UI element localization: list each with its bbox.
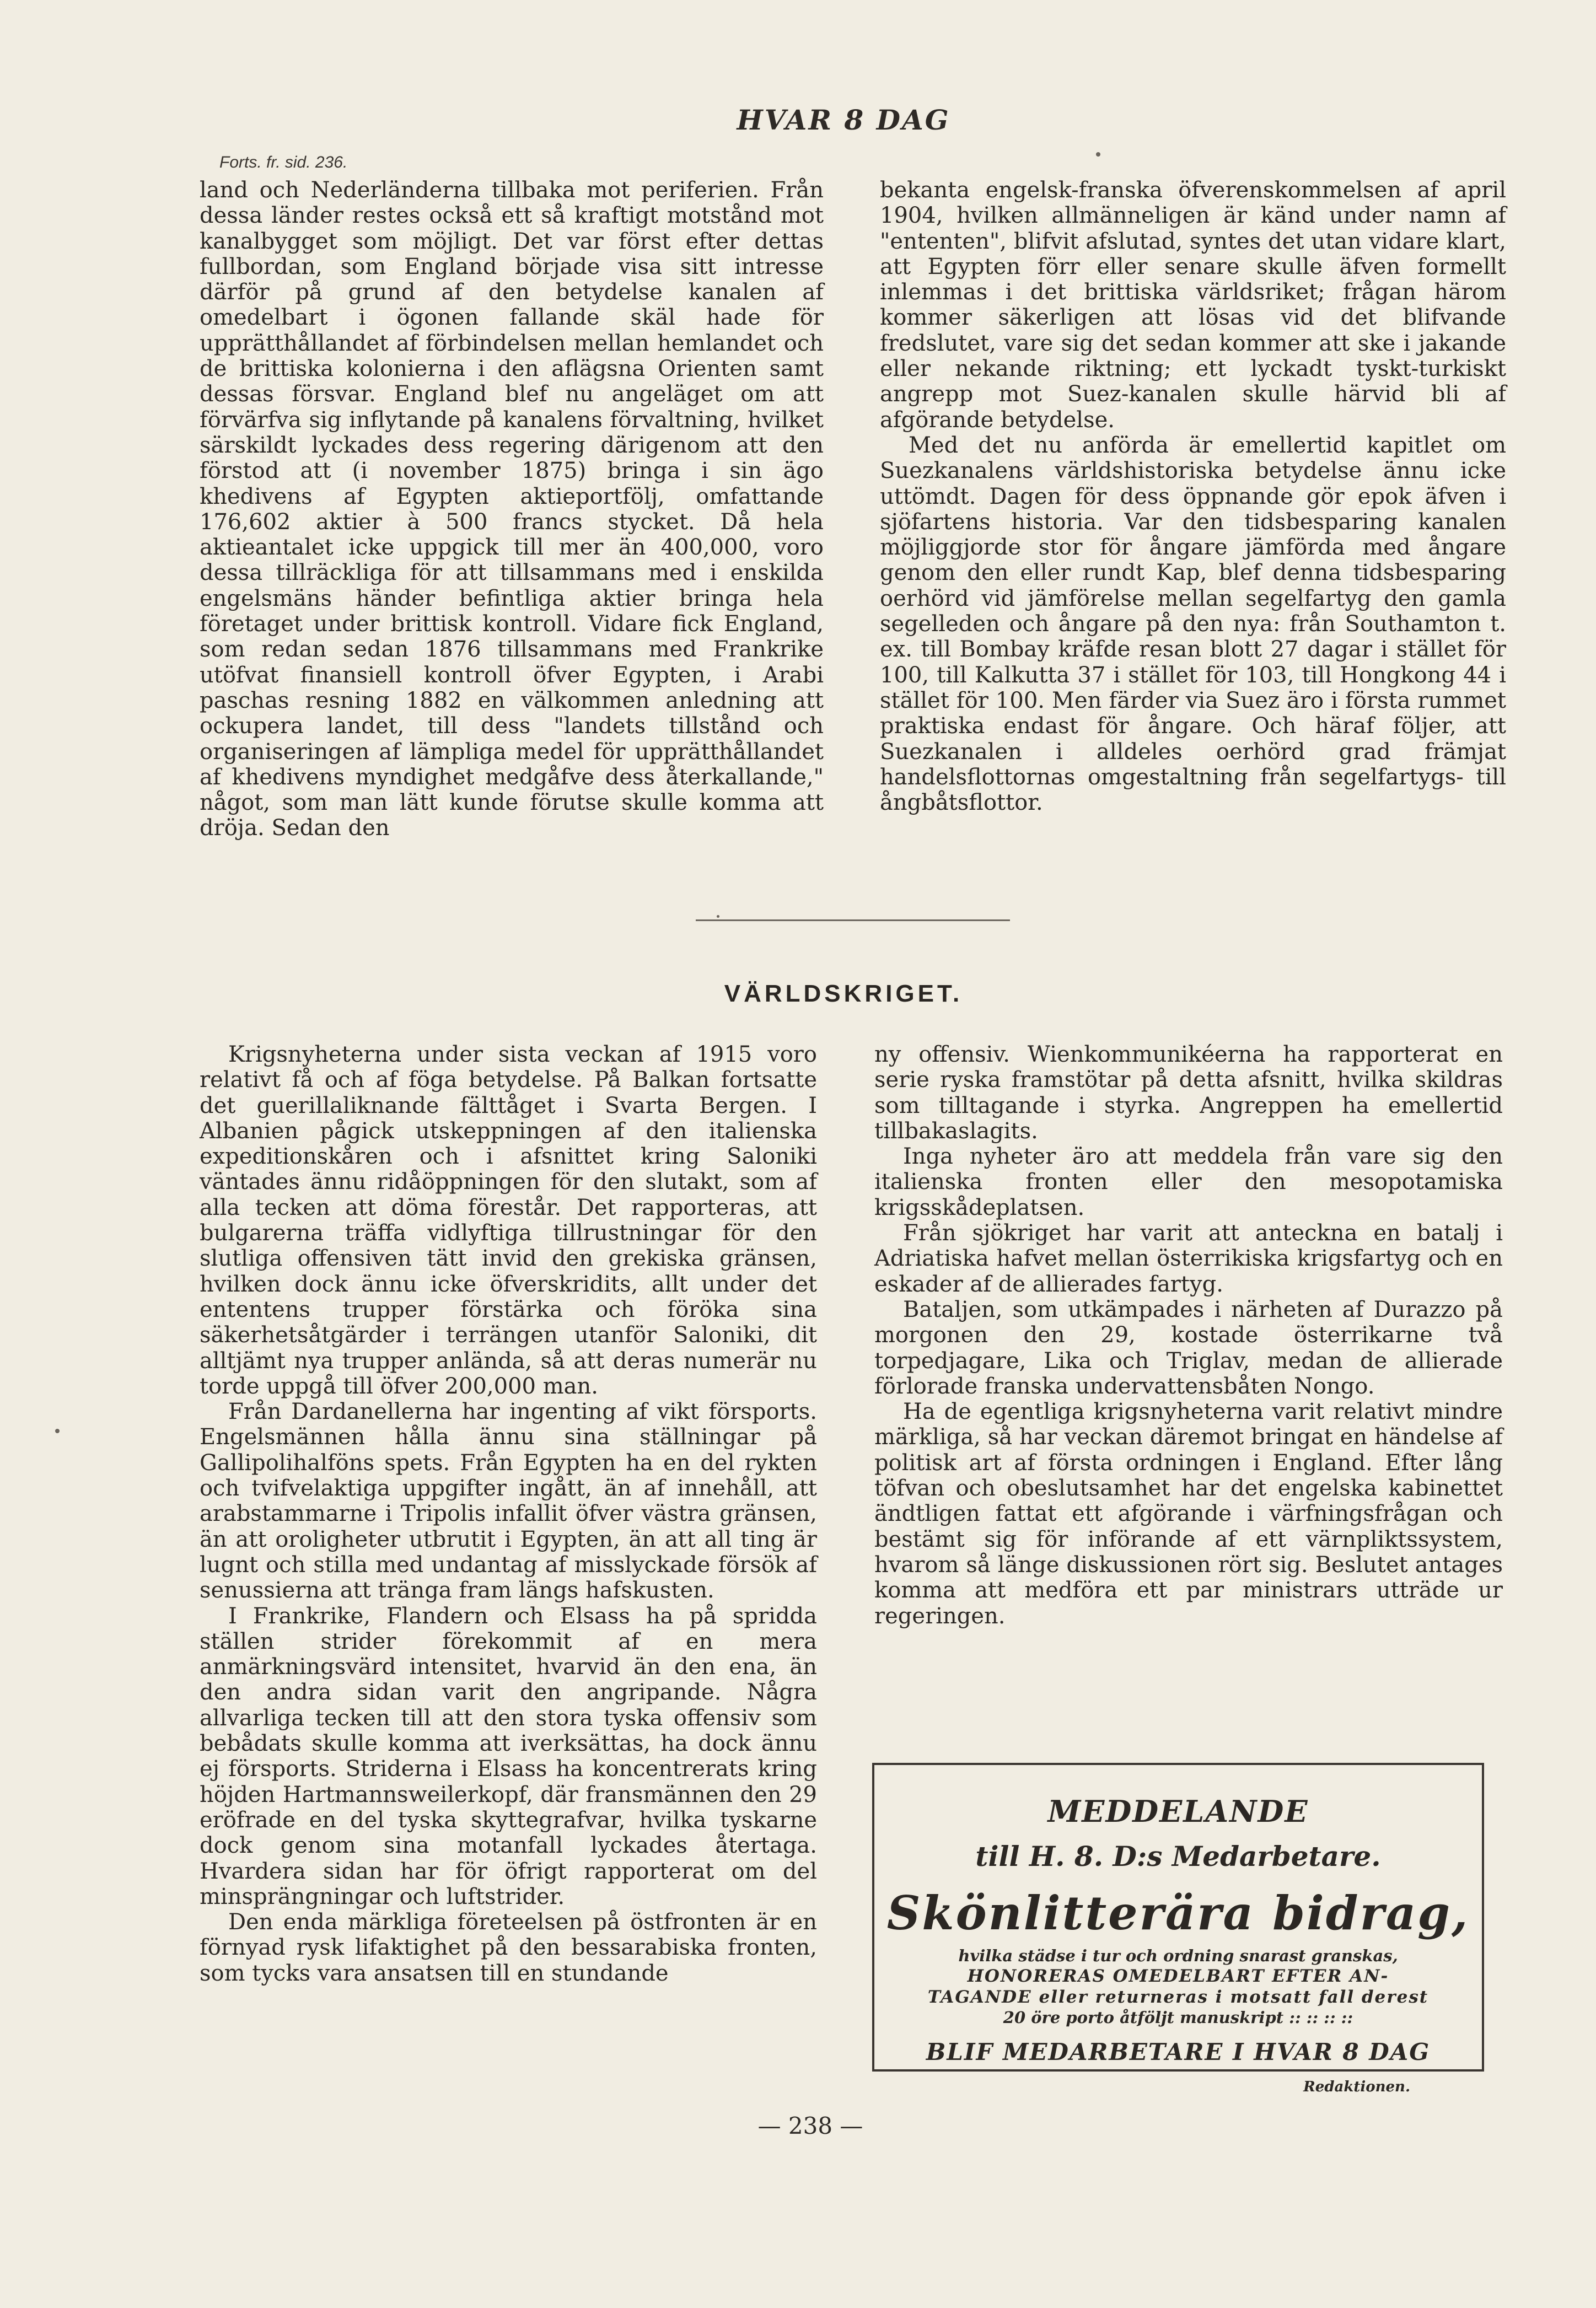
war-column-1	[200, 1042, 817, 1986]
section-title: VÄRLDSKRIGET.	[724, 980, 963, 1007]
announcement-box	[872, 1763, 1484, 2095]
ad-signature: Redaktionen.	[1303, 2079, 1410, 2095]
print-speck	[55, 1429, 60, 1433]
masthead-title: HVAR 8 DAG	[737, 104, 950, 136]
article-column-1	[200, 177, 824, 841]
war-paragraph: Från sjökriget har varit att anteckna en batalj i Adriatiska hafvet mellan österrikiska krigsfartyg och en eskader af de allierades fartyg.	[874, 1220, 1503, 1297]
ad-call-to-action: BLIF MEDARBETARE I HVAR 8 DAG	[926, 2038, 1431, 2065]
ad-text-line: HONORERAS OMEDELBART EFTER AN-	[967, 1966, 1389, 1986]
ad-text-line: TAGANDE eller returneras i motsatt fall derest	[927, 1987, 1429, 2007]
ad-postage-note: 20 öre porto åtföljt manuskript	[1003, 2008, 1284, 2027]
ad-ornament: :: :: :: ::	[1289, 2008, 1353, 2027]
war-paragraph: Krigsnyheterna under sista veckan af 1915 voro relativt få och af föga betydelse. På Balkan fortsatte det guerillaliknande fälttåget i Svarta Bergen. I Albanien pågick utskeppningen af den italienska expeditionskåren och i afsnittet kring Saloniki väntades ännu ridåöppningen för den slutakt, som af alla tecken att döma förestår. Det rapporteras, att bulgarerna träffa vidlyftiga tillrustningar för den slutliga offensiven tätt invid den grekiska gränsen, hvilken dock ännu icke öfverskridits, allt under det ententens trupper förstärka och föröka sina säkerhetsåtgärder i terrängen utanför Saloniki, dit alltjämt nya trupper anlända, så att deras numerär nu torde uppgå till öfver 200,000 man.	[200, 1042, 817, 1399]
section-divider	[696, 919, 1010, 921]
war-paragraph: ny offensiv. Wienkommunikéerna ha rapporterat en serie ryska framstötar på detta afsnitt, hvilka skildras som tilltagande i styrka. Angreppen ha emellertid tillbakaslagits.	[874, 1042, 1503, 1144]
article-paragraph: bekanta engelsk-franska öfverenskommelsen af april 1904, hvilken allmänneligen är känd under namn af "ententen", blifvit afslutad, syntes det utan vidare klart, att Egypten förr eller senare skulle äfven formellt inlemmas i det brittiska världsriket; frågan härom kommer säkerligen att lösas vid det blifvande fredslutet, vare sig det sedan kommer att ske i jakande eller nekande riktning; ett lyckadt tyskt-turkiskt angrepp mot Suez-kanalen skulle härvid bli af afgörande betydelse.	[880, 177, 1506, 433]
war-paragraph: Den enda märkliga företeelsen på östfronten är en förnyad rysk lifaktighet på den bessarabiska fronten, som tycks vara ansatsen till en stundande	[200, 1909, 817, 1986]
ad-headline: Skönlitterära bidrag,	[886, 1886, 1470, 1940]
war-paragraph: I Frankrike, Flandern och Elsass ha på spridda ställen strider förekommit af en mera anmärkningsvärd intensitet, hvarvid än den ena, än den andra sidan varit den angripande. Några allvarliga tecken till att den stora tyska offensiv som bebådats skulle komma att iverksättas, ha dock ännu ej försports. Striderna i Elsass ha koncentrerats kring höjden Hartmannsweilerkopf, där fransmännen den 29 eröfrade en del tyska skyttegrafvar, hvilka tyskarne dock genom sina motanfall lyckades återtaga. Hvardera sidan har för öfrigt rapporterat om del minsprängningar och luftstrider.	[200, 1603, 817, 1909]
ad-text-line: hvilka städse i tur och ordning snarast granskas,	[958, 1946, 1398, 1965]
print-speck	[1096, 152, 1100, 157]
war-paragraph: Ha de egentliga krigsnyheterna varit relativt mindre märkliga, så har veckan däremot bringat en händelse af politisk art af första ordningen i England. Efter lång töfvan och obeslutsamhet har det engelska kabinettet ändtligen fattat ett afgörande i värfningsfrågan och bestämt sig för införande af ett värnpliktssystem, hvarom så länge diskussionen rört sig. Beslutet antages komma att medföra ett par ministrars utträde ur regeringen.	[874, 1399, 1503, 1629]
ad-text-line	[874, 2008, 1482, 2027]
print-speck	[717, 915, 719, 918]
ad-subheading: till H. 8. D:s Medarbetare.	[975, 1840, 1381, 1873]
war-paragraph: Inga nyheter äro att meddela från vare sig den italienska fronten eller den mesopotamiska krigsskådeplatsen.	[874, 1144, 1503, 1220]
war-column-2	[874, 1042, 1503, 1629]
war-paragraph: Bataljen, som utkämpades i närheten af Durazzo på morgonen den 29, kostade österrikarne två torpedjagare, Lika och Triglav, medan de allierade förlorade franska undervattensbåten Nongo.	[874, 1296, 1503, 1399]
article-paragraph: land och Nederländerna tillbaka mot periferien. Från dessa länder restes också ett så kraftigt motstånd mot kanalbygget som möjligt. Det var först efter dettas fullbordan, som England började visa sitt intresse därför på grund af den betydelse kanalen af omedelbart i ögonen fallande skäl hade för upprätthållandet af förbindelsen mellan hemlandet och de brittiska kolonierna i den aflägsna Orienten samt dessas försvar. England blef nu angeläget om att förvärfva sig inflytande på kanalens förvaltning, hvilket särskildt lyckades dess regering därigenom att den förstod att (i november 1875) bringa i sin ägo khedivens af Egypten aktieportfölj, omfattande 176,602 aktier à 500 francs stycket. Då hela aktieantalet icke uppgick till mer än 400,000, voro dessa tillräckliga för att tillsammans med i enskilda engelsmäns händer befintliga aktier bringa hela företaget under brittisk kontroll. Vidare fick England, som redan sedan 1876 tillsammans med Frankrike utöfvat finansiell kontroll öfver Egypten, i Arabi paschas resning 1882 en välkommen anledning att ockupera landet, till dess "landets tillstånd och organiseringen af lämpliga medel för upprätthållandet af khedivens myndighet medgåfve dess återkallande," något, som man lätt kunde förutse skulle komma att dröja. Sedan den	[200, 177, 824, 841]
article-paragraph: Med det nu anförda är emellertid kapitlet om Suezkanalens världshistoriska betydelse ännu icke uttömdt. Dagen för dess öppnande gör epok äfven i sjöfartens historia. Var den tidsbesparing kanalen möjliggjorde stor för ångare jämförda med ångare genom den eller rundt Kap, blef denna tidsbesparing oerhörd vid jämförelse mellan segelfartyg den gamla segelleden och ångare på den nya: från Southamton t. ex. till Bombay kräfde resan blott 27 dagar i stället för 100, till Kalkutta 37 i stället för 103, till Hongkong 44 i stället för 100. Men färder via Suez äro i första rummet praktiska endast för ångare. Och häraf följer, att Suezkanalen i alldeles oerhörd grad främjat handelsflottornas omgestaltning från segelfartygs- till ångbåtsflottor.	[880, 432, 1506, 816]
war-paragraph: Från Dardanellerna har ingenting af vikt försports. Engelsmännen hålla ännu sina ställningar på Gallipolihalföns spets. Från Egypten ha en del rykten och tvifvelaktiga uppgifter ingått, än af innehåll, att arabstammarne i Tripolis infallit öfver västra gränsen, än att oroligheter utbrutit i Egypten, än att all ting är lugnt och stilla med undantag af misslyckade försök af senussierna att tränga fram längs hafskusten.	[200, 1399, 817, 1604]
ad-heading: MEDDELANDE	[1047, 1794, 1309, 1829]
page-number: — 238 —	[757, 2112, 863, 2139]
continuation-note: Forts. fr. sid. 236.	[219, 153, 348, 171]
article-column-2	[880, 177, 1506, 815]
